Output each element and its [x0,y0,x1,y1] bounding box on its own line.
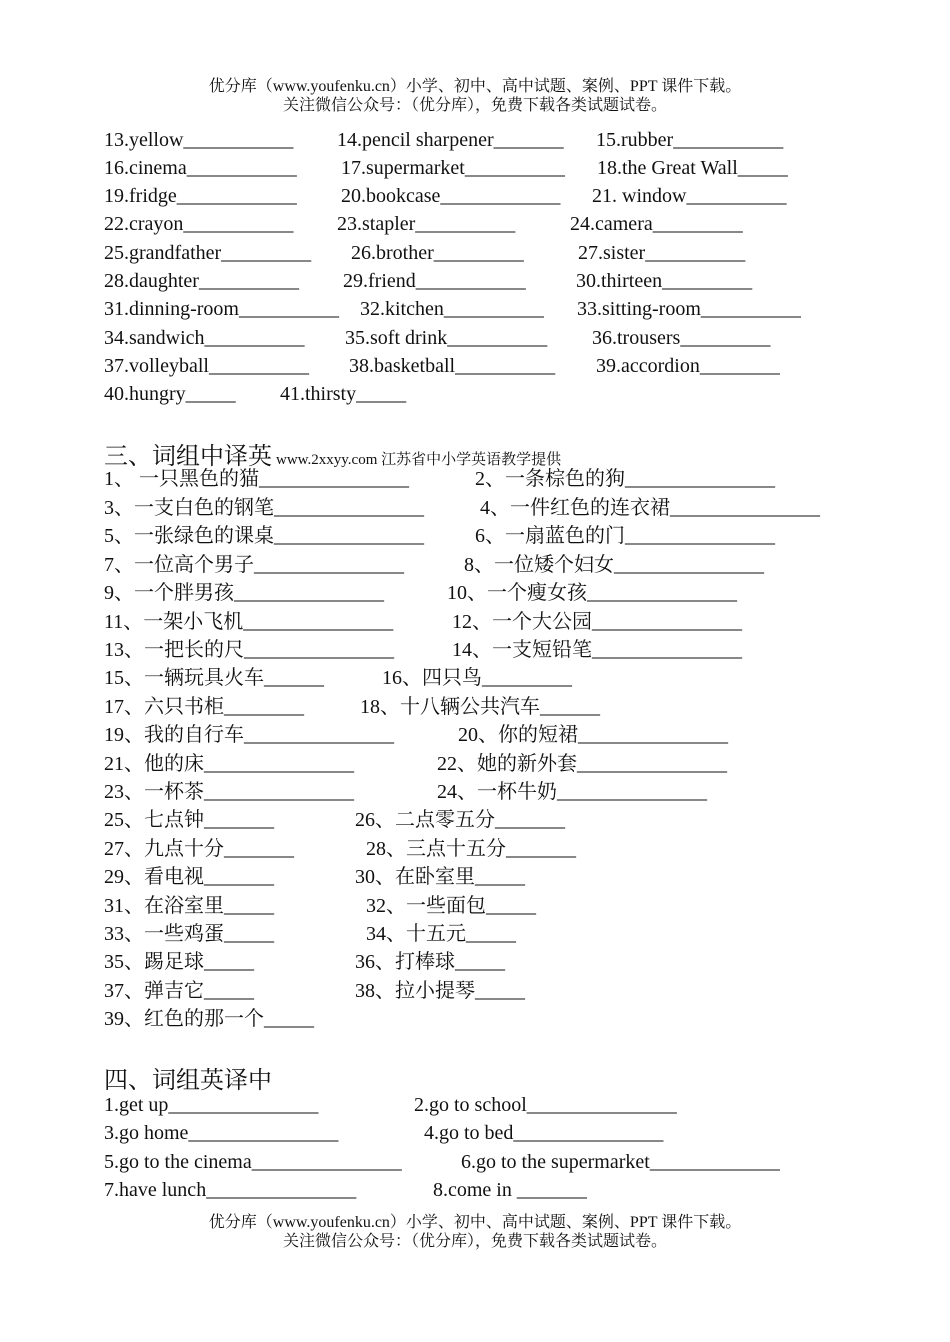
phrase-item: 2、一条棕色的狗_______________ [475,468,775,490]
vocab-item: 27.sister__________ [578,242,746,264]
vocab-row [0,380,950,408]
phrase-item: 26、二点零五分_______ [355,809,565,831]
vocab-item: 18.the Great Wall_____ [597,157,788,179]
section-3-note: www.2xxyy.com 江苏省中小学英语教学提供 [276,452,562,468]
phrase-item: 3、一支白色的钢笔_______________ [104,497,424,519]
phrase-item: 17、六只书柜________ [104,696,304,718]
vocab-item: 37.volleyball__________ [104,355,309,377]
phrase-item: 25、七点钟_______ [104,809,274,831]
footer-line-2: 关注微信公众号：（优分库），免费下载各类试题试卷。 [282,1233,667,1250]
header-line-2: 关注微信公众号：（优分库），免费下载各类试题试卷。 [282,97,667,114]
phrase-row [0,693,950,721]
vocab-item: 41.thirsty_____ [280,383,407,405]
phrase-row [0,778,950,806]
phrase-item: 11、一架小飞机_______________ [104,611,394,633]
phrase-row [0,636,950,664]
vocab-item: 31.dinning-room__________ [104,298,339,320]
vocab-item: 33.sitting-room__________ [577,298,801,320]
phrase-row [0,551,950,579]
phrase-row [0,465,950,493]
phrase-row [0,948,950,976]
vocab-row [0,210,950,238]
phrase-row [0,522,950,550]
phrase-item: 7.have lunch_______________ [104,1179,357,1201]
section-4-heading [104,1060,272,1095]
phrase-item: 39、红色的那一个_____ [104,1008,314,1030]
vocab-item: 29.friend___________ [343,270,526,292]
vocab-row [0,324,950,352]
phrase-row [0,1148,950,1176]
vocab-item: 13.yellow___________ [104,129,294,151]
phrase-row [0,721,950,749]
phrase-row [0,1176,950,1204]
vocab-item: 21. window__________ [592,185,787,207]
phrase-item: 5、一张绿色的课桌_______________ [104,525,424,547]
phrase-item: 22、她的新外套_______________ [437,753,727,775]
phrase-item: 38、拉小提琴_____ [355,980,525,1002]
vocab-item: 25.grandfather_________ [104,242,312,264]
vocab-item: 19.fridge____________ [104,185,297,207]
vocab-item: 14.pencil sharpener_______ [337,129,564,151]
vocab-row [0,126,950,154]
vocab-item: 20.bookcase____________ [341,185,561,207]
phrase-item: 9、一个胖男孩_______________ [104,582,384,604]
phrase-row [0,977,950,1005]
phrase-row [0,1005,950,1033]
phrase-item: 27、九点十分_______ [104,838,294,860]
vocab-item: 38.basketball__________ [349,355,556,377]
phrase-item: 4.go to bed_______________ [424,1122,664,1144]
phrase-item: 36、打棒球_____ [355,951,505,973]
phrase-item: 4、一件红色的连衣裙_______________ [480,497,820,519]
vocab-item: 16.cinema___________ [104,157,297,179]
phrase-item: 15、一辆玩具火车______ [104,667,324,689]
vocab-item: 40.hungry_____ [104,383,236,405]
vocab-item: 26.brother_________ [351,242,524,264]
vocab-row [0,154,950,182]
phrase-row [0,920,950,948]
vocab-item: 23.stapler__________ [337,213,516,235]
header-line-1: 优分库（www.youfenku.cn）小学、初中、高中试题、案例、PPT 课件下载。 [208,78,742,95]
vocab-item: 35.soft drink__________ [345,327,548,349]
phrase-item: 18、十八辆公共汽车______ [360,696,600,718]
vocab-item: 24.camera_________ [570,213,743,235]
phrase-item: 12、一个大公园_______________ [452,611,742,633]
vocab-item: 28.daughter__________ [104,270,299,292]
phrase-item: 1、 一只黑色的猫_______________ [104,468,409,490]
page-header [0,77,950,115]
phrase-row [0,579,950,607]
phrase-item: 1.get up_______________ [104,1094,319,1116]
phrase-item: 37、弹吉它_____ [104,980,254,1002]
vocab-row [0,239,950,267]
section-4-title: 四、词组英译中 [104,1068,272,1094]
phrase-row [0,1119,950,1147]
footer-line-1: 优分库（www.youfenku.cn）小学、初中、高中试题、案例、PPT 课件下载。 [208,1214,742,1231]
phrase-item: 20、你的短裙_______________ [458,724,728,746]
phrase-item: 19、我的自行车_______________ [104,724,394,746]
section-3-title: 三、词组中译英 [104,444,272,470]
phrase-item: 3.go home_______________ [104,1122,339,1144]
vocab-row [0,295,950,323]
vocab-item: 15.rubber___________ [596,129,784,151]
phrase-item: 13、一把长的尺_______________ [104,639,394,661]
phrase-item: 28、三点十五分_______ [366,838,576,860]
phrase-row [0,806,950,834]
phrase-item: 6、一扇蓝色的门_______________ [475,525,775,547]
phrase-row [0,892,950,920]
phrase-item: 32、一些面包_____ [366,895,536,917]
vocab-item: 22.crayon___________ [104,213,294,235]
phrase-row [0,608,950,636]
phrase-item: 35、踢足球_____ [104,951,254,973]
vocab-item: 34.sandwich__________ [104,327,305,349]
vocab-row [0,352,950,380]
phrase-row [0,664,950,692]
vocab-item: 39.accordion________ [596,355,780,377]
phrase-item: 31、在浴室里_____ [104,895,274,917]
vocab-row [0,267,950,295]
phrase-item: 21、他的床_______________ [104,753,354,775]
phrase-item: 6.go to the supermarket_____________ [461,1151,780,1173]
phrase-row [0,1091,950,1119]
vocab-row [0,182,950,210]
phrase-item: 30、在卧室里_____ [355,866,525,888]
phrase-item: 29、看电视_______ [104,866,274,888]
vocab-item: 32.kitchen__________ [360,298,544,320]
phrase-item: 14、一支短铅笔_______________ [452,639,742,661]
phrase-item: 10、一个瘦女孩_______________ [447,582,737,604]
phrase-row [0,863,950,891]
phrase-row [0,750,950,778]
phrase-item: 7、一位高个男子_______________ [104,554,404,576]
phrase-item: 23、一杯茶_______________ [104,781,354,803]
page-footer [0,1213,950,1251]
phrase-item: 8.come in _______ [433,1179,587,1201]
phrase-row [0,835,950,863]
vocab-item: 17.supermarket__________ [341,157,565,179]
phrase-item: 24、一杯牛奶_______________ [437,781,707,803]
phrase-row [0,494,950,522]
vocab-item: 36.trousers_________ [592,327,771,349]
phrase-item: 34、十五元_____ [366,923,516,945]
phrase-item: 5.go to the cinema_______________ [104,1151,402,1173]
phrase-item: 33、一些鸡蛋_____ [104,923,274,945]
phrase-item: 2.go to school_______________ [414,1094,677,1116]
phrase-item: 8、一位矮个妇女_______________ [464,554,764,576]
vocab-item: 30.thirteen_________ [576,270,753,292]
phrase-item: 16、四只鸟_________ [382,667,572,689]
